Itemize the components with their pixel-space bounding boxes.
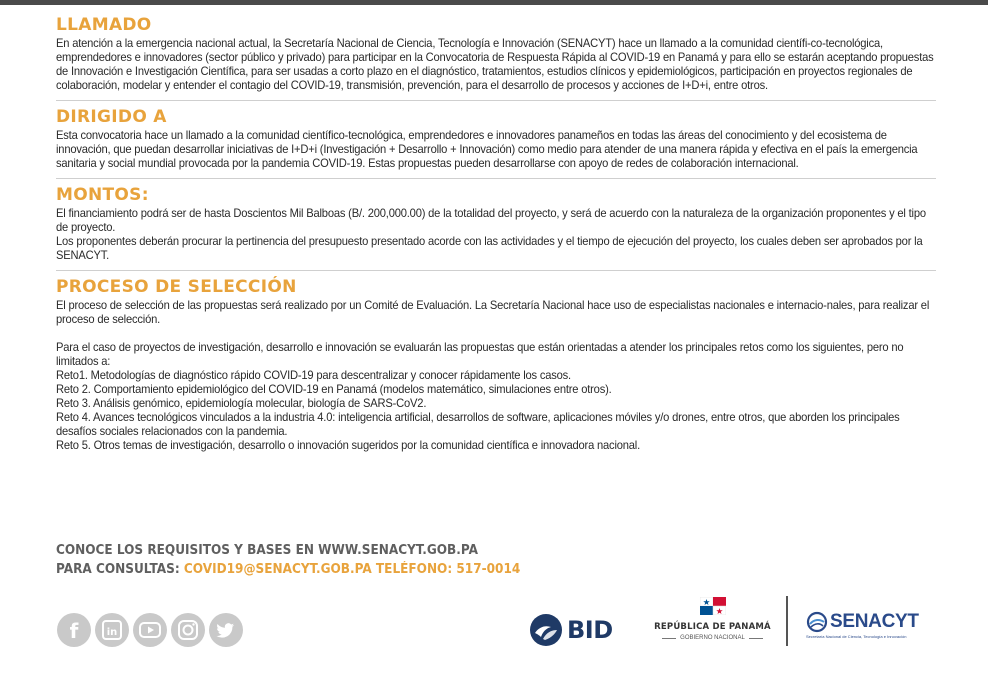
divider — [56, 100, 936, 101]
twitter-icon[interactable] — [209, 613, 243, 647]
bid-logo — [529, 613, 613, 647]
divider — [56, 270, 936, 271]
section-dirigido — [56, 106, 936, 170]
section-proceso — [56, 276, 936, 452]
requirements-line: CONOCE LOS REQUISITOS Y BASES EN WWW.SENACYT.GOB.PA — [56, 543, 478, 558]
section-heading: MONTOS: — [56, 185, 149, 205]
inquiries-label: PARA CONSULTAS: — [56, 562, 184, 577]
linkedin-icon[interactable] — [95, 613, 129, 647]
section-paragraph: Los proponentes deberán procurar la pertinencia del presupuesto presentado acorde con las actividades y el tiempo de ejecución del proyecto, los cuales deben ser aprobados por la SENACYT. — [56, 234, 923, 262]
challenge-item: Reto 3. Análisis genómico, epidemiología molecular, biología de SARS-CoV2. — [56, 396, 427, 410]
senacyt-logo-subtitle: Secretaría Nacional de Ciencia, Tecnología e Innovación — [806, 634, 907, 639]
senacyt-logo — [806, 611, 919, 639]
facebook-icon[interactable] — [57, 613, 91, 647]
section-paragraph: En atención a la emergencia nacional actual, la Secretaría Nacional de Ciencia, Tecnología e Innovación (SENACYT) hace un llamado a la comunidad científi-co-tecnológica, emprendedores e innovadores (sector público y privado) para participar en la Convocatoria de Respuesta Rápida al COVID-19 en Panamá y para ello se estarán aceptando propuestas de Innovación e Investigación Científica, para ser usadas a corto plazo en el diagnóstico, tratamientos, estudios clínicos y epidemiológicos, participación en proyectos regionales de colaboración, modelar y entender el contagio del COVID-19, transmisión, prevención, para el desarrollo de procesos y acciones de I+D+i, entre otros. — [56, 36, 934, 92]
inquiries-line — [56, 560, 520, 579]
challenge-item: Reto 5. Otros temas de investigación, desarrollo o innovación sugeridos por la comunidad científica e innovadora nacional. — [56, 438, 641, 452]
logo-divider — [786, 596, 788, 646]
panama-logo — [650, 597, 775, 641]
section-heading: LLAMADO — [56, 15, 152, 35]
divider — [56, 178, 936, 179]
section-heading: PROCESO DE SELECCIÓN — [56, 277, 297, 297]
challenge-item: Reto1. Metodologías de diagnóstico rápido COVID-19 para descentralizar y conocer rápidamente los casos. — [56, 368, 571, 382]
bid-logo-text: BID — [567, 616, 613, 644]
bid-emblem-icon — [529, 613, 563, 647]
senacyt-logo-text: SENACYT — [830, 611, 919, 632]
contact-block — [56, 541, 555, 579]
challenge-item: Reto 2. Comportamiento epidemiológico del COVID-19 en Panamá (modelos matemático, simulaciones entre otros). — [56, 382, 612, 396]
section-montos — [56, 184, 936, 262]
panama-flag-icon — [700, 597, 726, 615]
section-paragraph: El financiamiento podrá ser de hasta Doscientos Mil Balboas (B/. 200,000.00) de la totalidad del proyecto, y será de acuerdo con la naturaleza de la organización proponentes y el tipo de proyecto. — [56, 206, 926, 234]
panama-logo-subtitle: GOBIERNO NACIONAL — [680, 635, 745, 641]
youtube-icon[interactable] — [133, 613, 167, 647]
section-llamado — [56, 14, 936, 92]
section-heading: DIRIGIDO A — [56, 107, 167, 127]
senacyt-emblem-icon — [806, 611, 828, 633]
panama-logo-title: REPÚBLICA DE PANAMÁ — [654, 622, 771, 632]
instagram-icon[interactable] — [171, 613, 205, 647]
section-paragraph: El proceso de selección de las propuestas será realizado por un Comité de Evaluación. La Secretaría Nacional hace uso de especialistas nacionales e internacio-nales, para realizar el proceso de selección. — [56, 298, 930, 326]
svg-text:in: in — [106, 627, 118, 638]
content — [56, 14, 936, 452]
challenge-item: Reto 4. Avances tecnológicos vinculados a la industria 4.0: inteligencia artificial, desarrollos de software, aplicaciones móviles y/o drones, entre otros, que aborden los principales desafíos sociales relacionados con la pandemia. — [56, 410, 900, 438]
section-paragraph: Para el caso de proyectos de investigación, desarrollo e innovación se evaluarán las propuestas que están orientadas a atender los principales retos como los siguientes, pero no limitados a: — [56, 340, 904, 368]
top-bar — [0, 0, 988, 5]
social-icons — [57, 613, 243, 647]
section-paragraph: Esta convocatoria hace un llamado a la comunidad científico-tecnológica, emprendedores e innovadores panameños en todas las áreas del conocimiento y del ecosistema de innovación, que puedan desarrollar iniciativas de I+D+i (Investigación + Desarrollo + Innovación) como medio para atender de una manera rápida y efectiva en el país la emergencia sanitaria y social mundial provocada por la pandemia COVID-19. Estas propuestas pueden desarrollarse con apoyo de redes de colaboración internacional. — [56, 128, 918, 170]
panama-logo-subtitle-row — [650, 635, 775, 641]
svg-text:f: f — [69, 619, 79, 643]
inquiries-contact: COVID19@SENACYT.GOB.PA TELÉFONO: 517-0014 — [183, 562, 521, 577]
